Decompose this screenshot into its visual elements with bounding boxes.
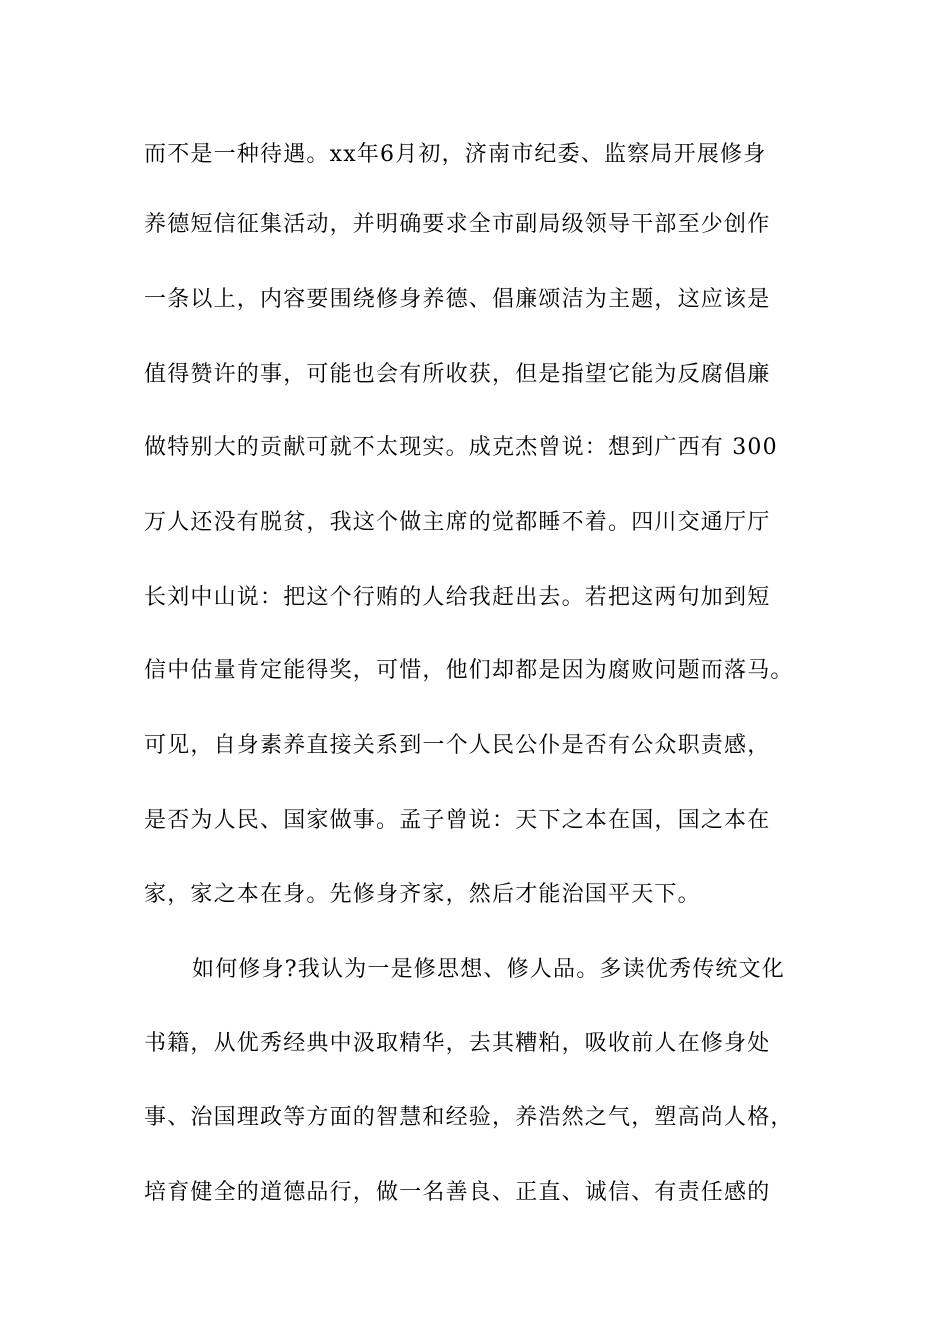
text-line: 而不是一种待遇。xx年6月初，济南市纪委、监察局开展修身 [144,142,767,167]
text-line: 书籍，从优秀经典中汲取精华，去其糟粕，吸收前人在修身处 [144,1031,771,1056]
text-line: 可见，自身素养直接关系到一个人民公仆是否有公众职责感， [144,733,771,758]
text-line: 家，家之本在身。先修身齐家，然后才能治国平天下。 [144,882,701,907]
text-line: 值得赞许的事，可能也会有所收获，但是指望它能为反腐倡廉 [144,362,771,387]
text-line: 是否为人民、国家做事。孟子曾说：天下之本在国，国之本在 [144,808,771,833]
text-line: 信中估量肯定能得奖，可惜，他们却都是因为腐败问题而落马。 [144,658,794,683]
text-line: 培育健全的道德品行，做一名善良、正直、诚信、有责任感的 [144,1180,771,1205]
text-line: 长刘中山说：把这个行贿的人给我赶出去。若把这两句加到短 [144,585,771,610]
text-line: 一条以上，内容要围绕修身养德、倡廉颂洁为主题，这应该是 [144,287,771,312]
text-line: 万人还没有脱贫，我这个做主席的觉都睡不着。四川交通厅厅 [144,510,771,535]
text-line: 做特别大的贡献可就不太现实。成克杰曾说：想到广西有 300 [144,435,778,460]
text-line: 事、治国理政等方面的智慧和经验，养浩然之气，塑高尚人格， [144,1105,794,1130]
text-line: 养德短信征集活动，并明确要求全市副局级领导干部至少创作 [144,212,771,237]
paragraph-first-line: 如何修身?我认为一是修思想、修人品。多读优秀传统文化 [192,957,785,982]
